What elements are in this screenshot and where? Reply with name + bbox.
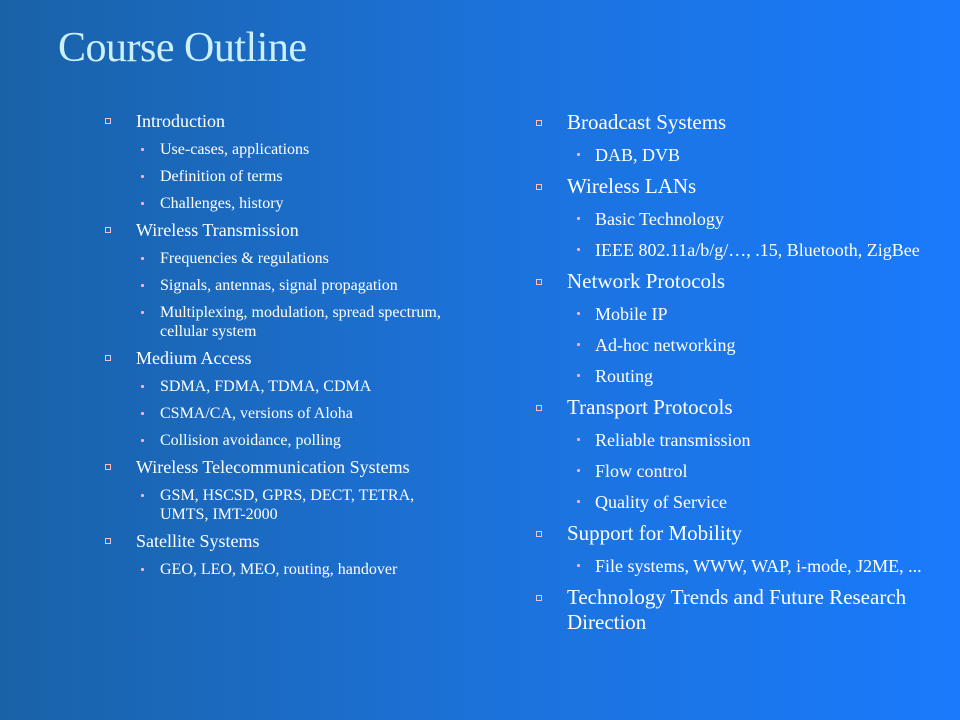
subtopic-item xyxy=(105,303,465,341)
outline-left-column xyxy=(105,110,465,579)
subtopic-label: GSM, HSCSD, GPRS, DECT, TETRA, UMTS, IMT-2000 xyxy=(160,487,415,523)
topic-item xyxy=(105,347,465,369)
topic-label: Network Protocols xyxy=(567,269,726,293)
subtopic-label: Reliable transmission xyxy=(595,430,751,450)
subtopic-label: GEO, LEO, MEO, routing, handover xyxy=(160,561,398,578)
dot-bullet-icon xyxy=(577,469,580,472)
subtopic-item xyxy=(105,167,465,186)
subtopic-item xyxy=(105,404,465,423)
topic-label: Transport Protocols xyxy=(567,395,733,419)
topic-label: Introduction xyxy=(136,111,225,131)
dot-bullet-icon xyxy=(577,500,580,503)
square-bullet-icon xyxy=(536,595,542,601)
dot-bullet-icon xyxy=(141,284,144,287)
topic-item xyxy=(536,269,936,294)
outline-right-column xyxy=(536,110,936,635)
square-bullet-icon xyxy=(536,405,542,411)
subtopic-item xyxy=(536,208,936,230)
square-bullet-icon xyxy=(105,118,111,124)
subtopic-item xyxy=(105,194,465,213)
dot-bullet-icon xyxy=(141,568,144,571)
subtopic-label: Use-cases, applications xyxy=(160,141,310,158)
subtopic-item xyxy=(536,303,936,325)
dot-bullet-icon xyxy=(141,439,144,442)
topic-label: Wireless Transmission xyxy=(136,220,299,240)
topic-item xyxy=(105,219,465,241)
topic-label: Technology Trends and Future Research Direction xyxy=(567,585,907,634)
subtopic-label: Quality of Service xyxy=(595,492,727,512)
dot-bullet-icon xyxy=(141,175,144,178)
dot-bullet-icon xyxy=(141,412,144,415)
subtopic-label: Collision avoidance, polling xyxy=(160,432,341,449)
dot-bullet-icon xyxy=(577,217,580,220)
topic-item xyxy=(105,530,465,552)
dot-bullet-icon xyxy=(141,311,144,314)
subtopic-item xyxy=(536,239,936,261)
subtopic-label: Signals, antennas, signal propagation xyxy=(160,277,398,294)
subtopic-item xyxy=(536,365,936,387)
dot-bullet-icon xyxy=(577,438,580,441)
subtopic-label: Basic Technology xyxy=(595,209,724,229)
dot-bullet-icon xyxy=(141,385,144,388)
topic-label: Broadcast Systems xyxy=(567,110,727,134)
dot-bullet-icon xyxy=(577,312,580,315)
square-bullet-icon xyxy=(105,538,111,544)
dot-bullet-icon xyxy=(577,248,580,251)
subtopic-item xyxy=(105,140,465,159)
square-bullet-icon xyxy=(536,279,542,285)
dot-bullet-icon xyxy=(141,257,144,260)
topic-label: Wireless Telecommunication Systems xyxy=(136,457,410,477)
dot-bullet-icon xyxy=(577,564,580,567)
subtopic-item xyxy=(105,276,465,295)
subtopic-item xyxy=(536,144,936,166)
subtopic-label: Definition of terms xyxy=(160,168,283,185)
dot-bullet-icon xyxy=(141,494,144,497)
square-bullet-icon xyxy=(105,355,111,361)
subtopic-label: SDMA, FDMA, TDMA, CDMA xyxy=(160,378,372,395)
slide-title: Course Outline xyxy=(58,25,307,71)
dot-bullet-icon xyxy=(141,202,144,205)
topic-item xyxy=(536,174,936,199)
square-bullet-icon xyxy=(536,184,542,190)
topic-item xyxy=(105,456,465,478)
subtopic-item xyxy=(105,431,465,450)
topic-item xyxy=(536,585,936,635)
square-bullet-icon xyxy=(536,531,542,537)
subtopic-item xyxy=(536,429,936,451)
subtopic-label: IEEE 802.11a/b/g/…, .15, Bluetooth, ZigBee xyxy=(595,240,920,260)
subtopic-item xyxy=(105,560,465,579)
subtopic-item xyxy=(105,249,465,268)
subtopic-label: Flow control xyxy=(595,461,688,481)
subtopic-label: Routing xyxy=(595,366,654,386)
dot-bullet-icon xyxy=(141,148,144,151)
subtopic-label: Frequencies & regulations xyxy=(160,250,329,267)
topic-item xyxy=(536,395,936,420)
subtopic-item xyxy=(105,377,465,396)
dot-bullet-icon xyxy=(577,153,580,156)
subtopic-label: Multiplexing, modulation, spread spectrum, cellular system xyxy=(160,304,441,340)
subtopic-label: Challenges, history xyxy=(160,195,284,212)
subtopic-item xyxy=(536,491,936,513)
topic-label: Medium Access xyxy=(136,348,252,368)
subtopic-label: CSMA/CA, versions of Aloha xyxy=(160,405,353,422)
subtopic-label: Ad-hoc networking xyxy=(595,335,736,355)
topic-item xyxy=(536,110,936,135)
subtopic-label: DAB, DVB xyxy=(595,145,681,165)
topic-label: Support for Mobility xyxy=(567,521,743,545)
topic-label: Satellite Systems xyxy=(136,531,260,551)
topic-item xyxy=(536,521,936,546)
square-bullet-icon xyxy=(105,227,111,233)
topic-item xyxy=(105,110,465,132)
subtopic-item xyxy=(536,334,936,356)
subtopic-item xyxy=(105,486,465,524)
subtopic-item xyxy=(536,460,936,482)
dot-bullet-icon xyxy=(577,374,580,377)
topic-label: Wireless LANs xyxy=(567,174,697,198)
square-bullet-icon xyxy=(536,120,542,126)
dot-bullet-icon xyxy=(577,343,580,346)
square-bullet-icon xyxy=(105,464,111,470)
subtopic-label: File systems, WWW, WAP, i-mode, J2ME, ... xyxy=(595,556,922,576)
subtopic-item xyxy=(536,555,936,577)
subtopic-label: Mobile IP xyxy=(595,304,668,324)
